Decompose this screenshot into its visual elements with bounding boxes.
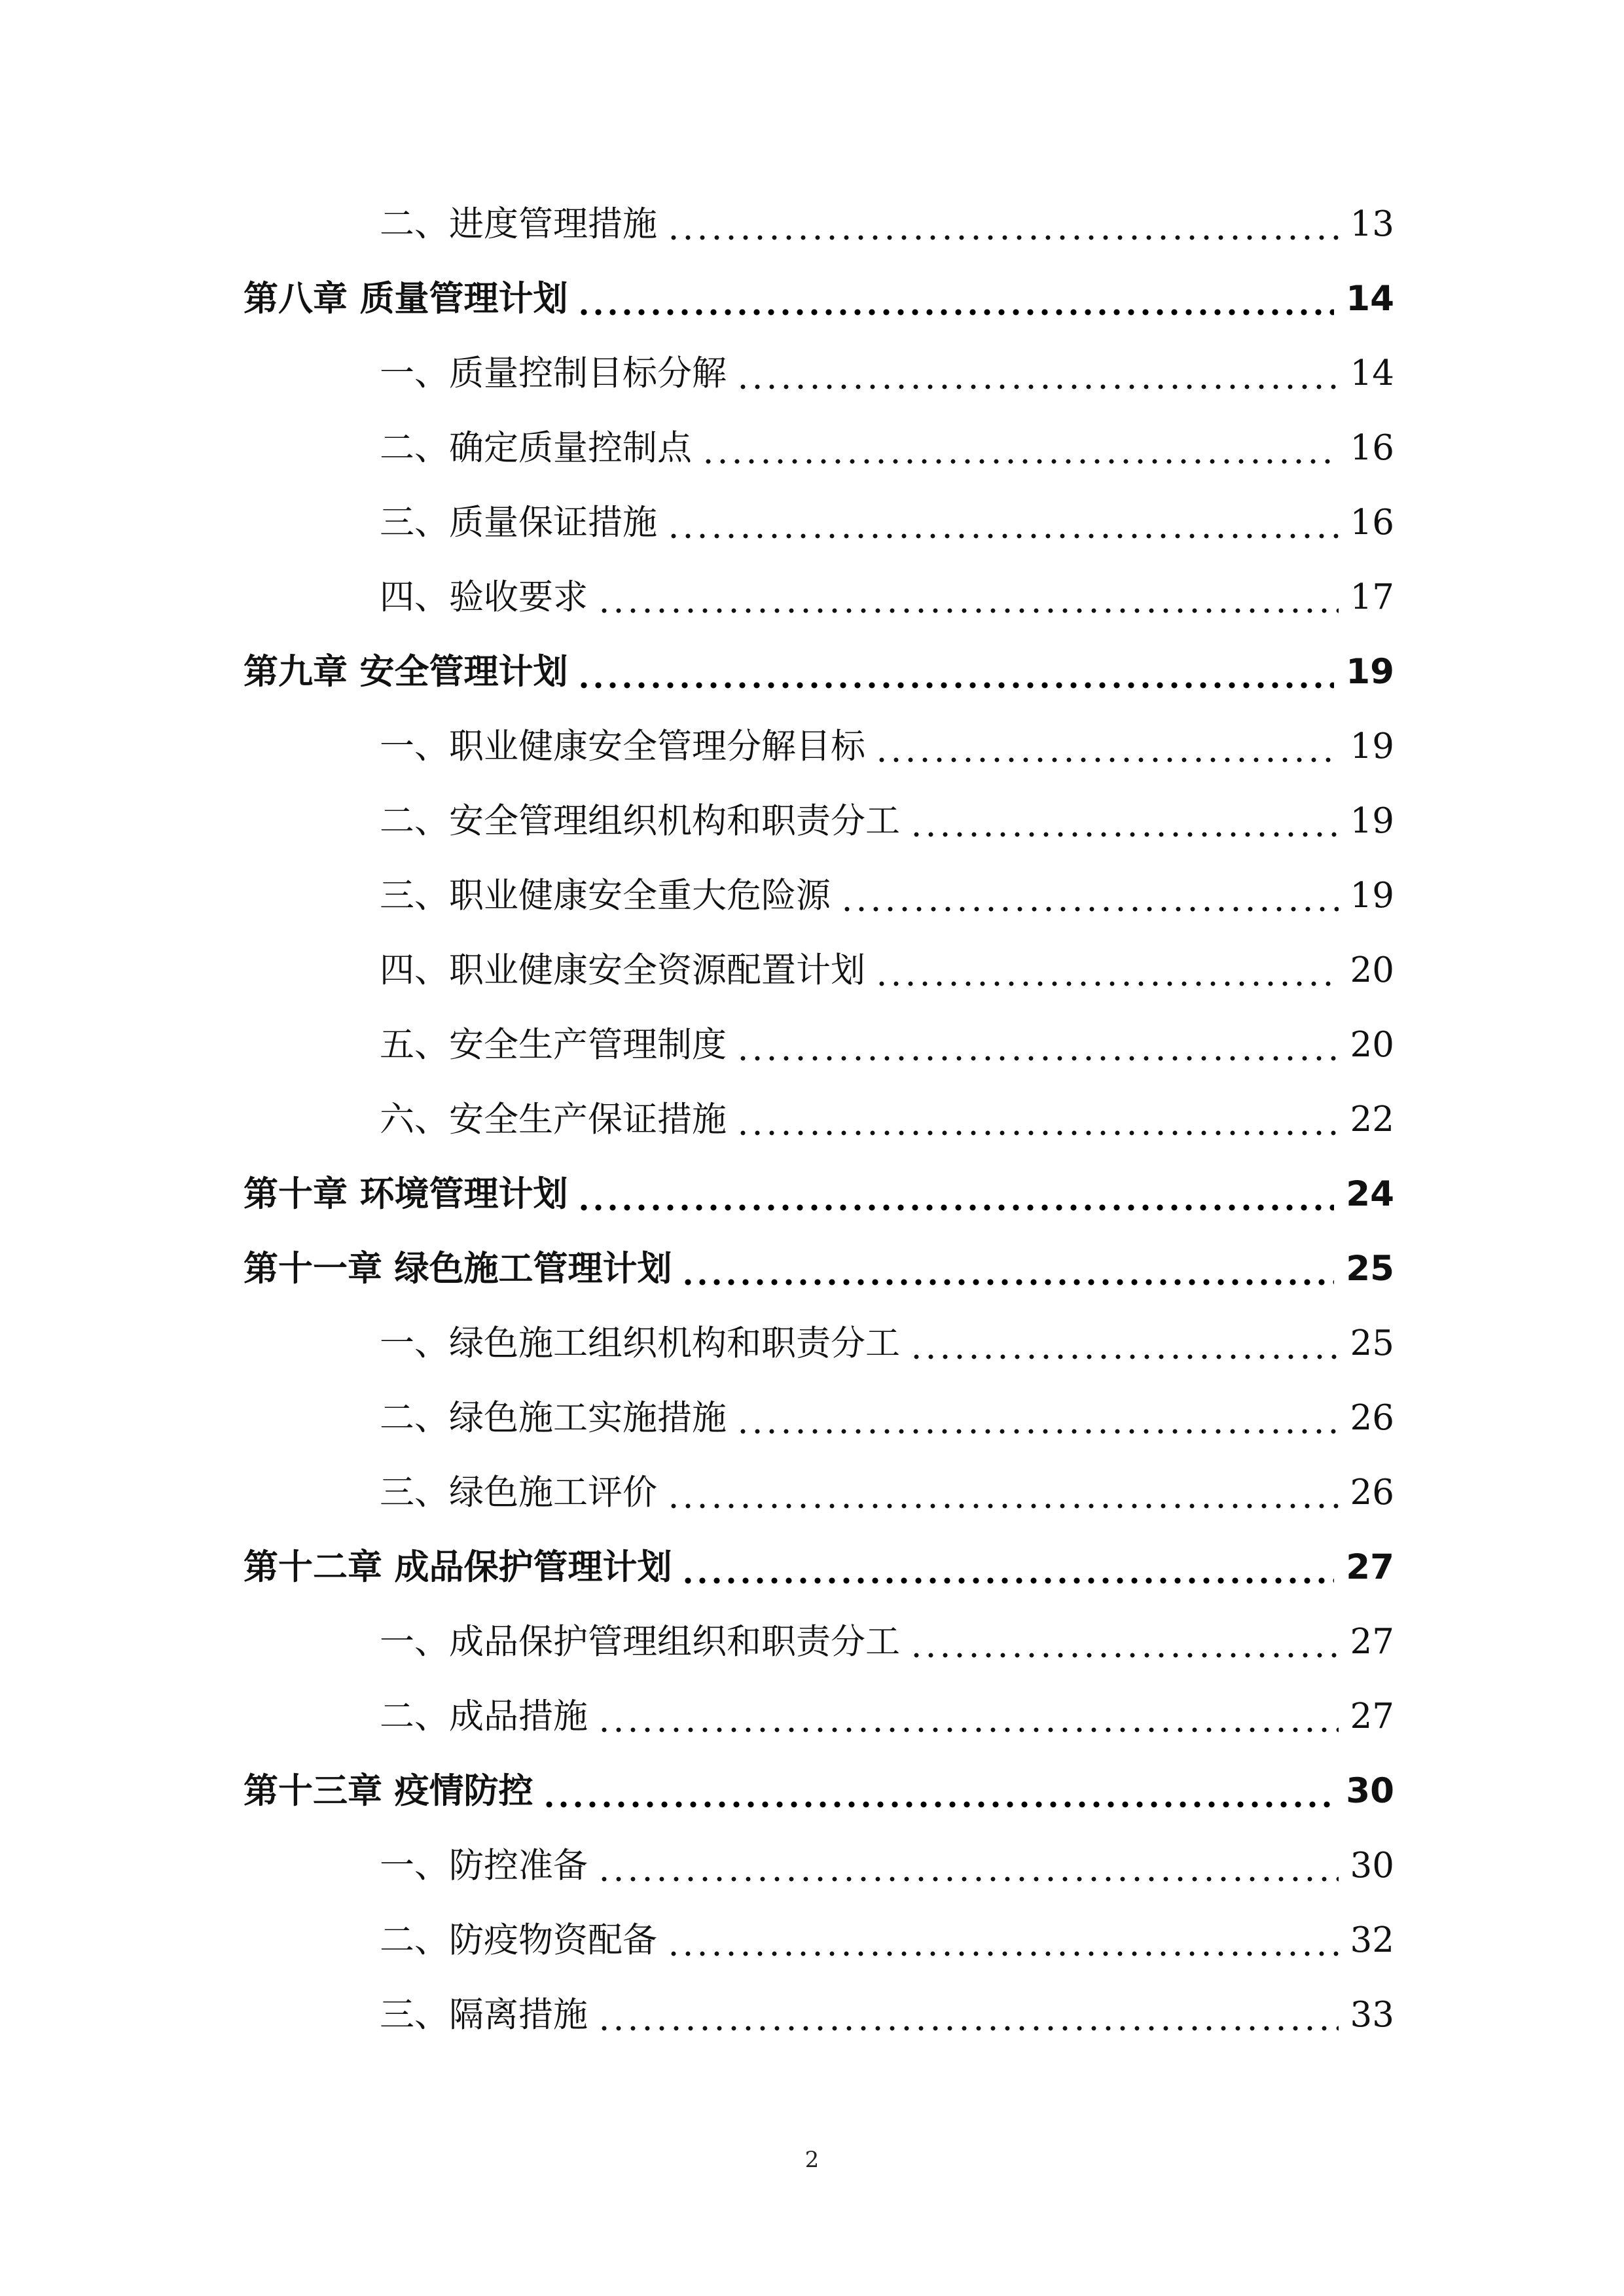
- toc-section-entry[interactable]: [244, 1380, 1394, 1455]
- toc-dot-leader: [875, 953, 1339, 988]
- toc-dot-leader: [597, 580, 1339, 615]
- toc-entry-page-number: 19: [1350, 726, 1394, 766]
- toc-chapter-entry[interactable]: [244, 1530, 1394, 1604]
- toc-entry-title: 二、绿色施工实施措施: [380, 1397, 727, 1438]
- page-number: 2: [804, 2147, 820, 2173]
- toc-entry-page-number: 20: [1350, 1024, 1394, 1065]
- toc-entry-page-number: 26: [1350, 1397, 1394, 1438]
- toc-section-entry[interactable]: [244, 1828, 1394, 1903]
- toc-entry-page-number: 16: [1350, 502, 1394, 543]
- toc-entry-title: 第十一章 绿色施工管理计划: [244, 1248, 672, 1289]
- toc-entry-title: 三、职业健康安全重大危险源: [380, 875, 831, 916]
- toc-section-entry[interactable]: [244, 485, 1394, 560]
- toc-entry-title: 二、进度管理措施: [380, 204, 657, 244]
- toc-entry-page-number: 19: [1350, 800, 1394, 841]
- toc-entry-title: 三、绿色施工评价: [380, 1472, 657, 1513]
- toc-entry-title: 一、防控准备: [380, 1845, 588, 1886]
- toc-entry-title: 三、质量保证措施: [380, 502, 657, 543]
- toc-entry-page-number: 13: [1350, 204, 1394, 244]
- toc-entry-title: 六、安全生产保证措施: [380, 1099, 727, 1139]
- toc-dot-leader: [681, 1550, 1334, 1585]
- toc-dot-leader: [577, 655, 1334, 689]
- toc-entry-title: 一、职业健康安全管理分解目标: [380, 726, 865, 766]
- toc-entry-page-number: 27: [1350, 1696, 1394, 1736]
- toc-entry-page-number: 20: [1350, 950, 1394, 990]
- toc-entry-title: 第八章 质量管理计划: [244, 278, 568, 319]
- toc-section-entry[interactable]: [244, 1455, 1394, 1530]
- toc-section-entry[interactable]: [244, 1977, 1394, 2052]
- toc-chapter-entry[interactable]: [244, 1157, 1394, 1231]
- toc-entry-title: 第九章 安全管理计划: [244, 651, 568, 692]
- toc-section-entry[interactable]: [244, 1082, 1394, 1157]
- toc-entry-page-number: 22: [1350, 1099, 1394, 1139]
- toc-entry-page-number: 26: [1350, 1472, 1394, 1513]
- toc-entry-page-number: 25: [1346, 1248, 1394, 1289]
- toc-entry-title: 第十二章 成品保护管理计划: [244, 1547, 672, 1587]
- toc-dot-leader: [736, 356, 1339, 391]
- toc-section-entry[interactable]: [244, 1604, 1394, 1679]
- toc-entry-page-number: 30: [1346, 1770, 1394, 1811]
- toc-chapter-entry[interactable]: [244, 634, 1394, 709]
- toc-entry-title: 四、验收要求: [380, 577, 588, 617]
- toc-dot-leader: [736, 1028, 1339, 1062]
- toc-section-entry[interactable]: [244, 933, 1394, 1007]
- toc-entry-title: 一、质量控制目标分解: [380, 353, 727, 393]
- toc-entry-page-number: 25: [1350, 1323, 1394, 1363]
- toc-entry-page-number: 16: [1350, 427, 1394, 468]
- toc-entry-page-number: 32: [1350, 1920, 1394, 1960]
- toc-dot-leader: [909, 1326, 1339, 1361]
- table-of-contents: [244, 187, 1394, 2052]
- toc-dot-leader: [666, 1923, 1339, 1958]
- toc-dot-leader: [666, 505, 1339, 540]
- toc-dot-leader: [542, 1774, 1334, 1808]
- toc-dot-leader: [736, 1102, 1339, 1137]
- toc-entry-page-number: 17: [1350, 577, 1394, 617]
- toc-dot-leader: [597, 1848, 1339, 1883]
- toc-dot-leader: [875, 729, 1339, 764]
- toc-entry-page-number: 14: [1350, 353, 1394, 393]
- toc-dot-leader: [701, 431, 1339, 465]
- toc-dot-leader: [909, 1624, 1339, 1659]
- toc-entry-title: 二、防疫物资配备: [380, 1920, 657, 1960]
- toc-dot-leader: [666, 207, 1339, 242]
- toc-entry-page-number: 33: [1350, 1994, 1394, 2035]
- toc-entry-title: 二、成品措施: [380, 1696, 588, 1736]
- toc-entry-title: 第十章 环境管理计划: [244, 1174, 568, 1214]
- toc-section-entry[interactable]: [244, 709, 1394, 783]
- toc-section-entry[interactable]: [244, 1007, 1394, 1082]
- toc-section-entry[interactable]: [244, 1306, 1394, 1380]
- toc-section-entry[interactable]: [244, 187, 1394, 261]
- toc-entry-title: 一、绿色施工组织机构和职责分工: [380, 1323, 900, 1363]
- toc-entry-title: 一、成品保护管理组织和职责分工: [380, 1621, 900, 1662]
- toc-entry-page-number: 27: [1346, 1547, 1394, 1587]
- toc-chapter-entry[interactable]: [244, 1231, 1394, 1306]
- toc-entry-page-number: 19: [1346, 651, 1394, 692]
- toc-entry-title: 二、安全管理组织机构和职责分工: [380, 800, 900, 841]
- toc-dot-leader: [597, 1998, 1339, 2032]
- toc-entry-title: 第十三章 疫情防控: [244, 1770, 533, 1811]
- toc-entry-page-number: 30: [1350, 1845, 1394, 1886]
- toc-entry-title: 二、确定质量控制点: [380, 427, 692, 468]
- toc-entry-page-number: 27: [1350, 1621, 1394, 1662]
- toc-section-entry[interactable]: [244, 1903, 1394, 1977]
- toc-section-entry[interactable]: [244, 560, 1394, 634]
- toc-dot-leader: [681, 1251, 1334, 1286]
- toc-section-entry[interactable]: [244, 410, 1394, 485]
- toc-entry-page-number: 19: [1350, 875, 1394, 916]
- toc-dot-leader: [577, 281, 1334, 316]
- toc-entry-page-number: 14: [1346, 278, 1394, 319]
- toc-dot-leader: [597, 1699, 1339, 1734]
- toc-entry-title: 五、安全生产管理制度: [380, 1024, 727, 1065]
- toc-dot-leader: [666, 1475, 1339, 1510]
- toc-section-entry[interactable]: [244, 783, 1394, 858]
- toc-section-entry[interactable]: [244, 858, 1394, 933]
- toc-entry-title: 三、隔离措施: [380, 1994, 588, 2035]
- toc-entry-page-number: 24: [1346, 1174, 1394, 1214]
- toc-entry-title: 四、职业健康安全资源配置计划: [380, 950, 865, 990]
- toc-chapter-entry[interactable]: [244, 261, 1394, 336]
- toc-section-entry[interactable]: [244, 336, 1394, 410]
- toc-dot-leader: [840, 878, 1339, 913]
- toc-dot-leader: [577, 1177, 1334, 1211]
- toc-dot-leader: [736, 1401, 1339, 1435]
- toc-section-entry[interactable]: [244, 1679, 1394, 1753]
- toc-chapter-entry[interactable]: [244, 1753, 1394, 1828]
- toc-dot-leader: [909, 804, 1339, 838]
